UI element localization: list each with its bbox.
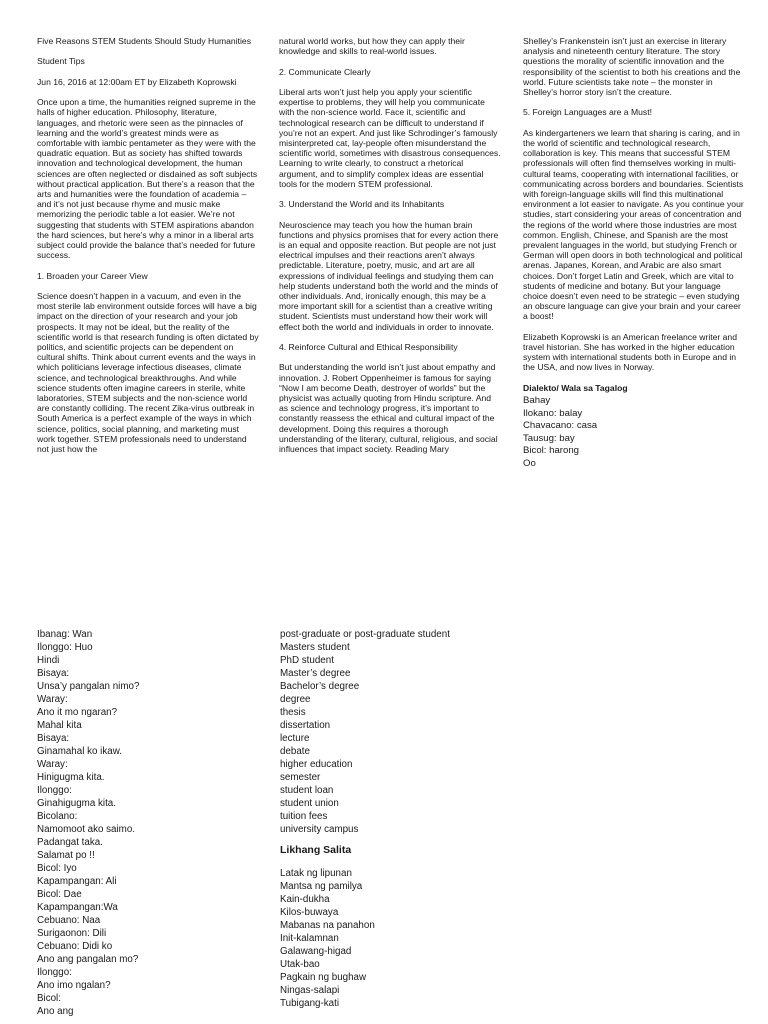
phrase-line: Bicolano: — [37, 811, 78, 822]
article-title: Five Reasons STEM Students Should Study Humanities — [37, 36, 251, 46]
phrase-line: Padangat taka. — [37, 837, 103, 848]
likhang-salita-line: Init-kalamnan — [280, 933, 339, 944]
vocabulary-column — [280, 628, 510, 1010]
term-line: semester — [280, 772, 321, 783]
dialect-list — [523, 395, 745, 471]
phrase-line: Unsa’y pangalan nimo? — [37, 681, 140, 692]
term-line: thesis — [280, 707, 306, 718]
term-line: post-graduate or post-graduate student — [280, 629, 450, 640]
phrase-line: Bicol: — [37, 993, 61, 1004]
term-line: tuition fees — [280, 811, 328, 822]
likhang-salita-line: Mabanas na panahon — [280, 920, 375, 931]
term-line: debate — [280, 746, 310, 757]
phrase-line: Ginahigugma kita. — [37, 798, 116, 809]
dialect-line: Oo — [523, 458, 536, 470]
term-line: higher education — [280, 759, 353, 770]
article-column-1 — [37, 36, 259, 464]
phrase-line: Ilonggo: Huo — [37, 642, 93, 653]
phrase-line: Surigaonon: Dili — [37, 928, 107, 939]
section-1-heading: 1. Broaden your Career View — [37, 270, 148, 281]
term-line: Masters student — [280, 642, 350, 653]
phrase-line: Waray: — [37, 759, 68, 770]
likhang-salita-line: Kilos-buwaya — [280, 907, 339, 918]
phrase-line: Ibanag: Wan — [37, 629, 93, 640]
phrase-line: Mahal kita — [37, 720, 82, 731]
column-3-continuation: Shelley’s Frankenstein isn’t just an exercise in literary analysis and nineteenth century literature. The story questions the morality of scientific innovation and the responsibility of the scientist to both his creations and the world. Future scientists take note – the monster in Shelley’s horror story isn’t the creature. — [523, 36, 741, 98]
section-4-heading: 4. Reinforce Cultural and Ethical Responsibility — [279, 342, 458, 353]
column-2-continuation: natural world works, but how they can apply their knowledge and skills to real-world issues. — [279, 36, 465, 57]
dialect-line: Chavacano: casa — [523, 420, 598, 432]
article-category: Student Tips — [37, 56, 85, 67]
likhang-salita-line: Galawang-higad — [280, 946, 352, 957]
phrase-line: Kapampangan:Wa — [37, 902, 118, 913]
likhang-salita-line: Latak ng lipunan — [280, 868, 352, 879]
likhang-salita-line: Utak-bao — [280, 959, 320, 970]
term-line: student union — [280, 798, 339, 809]
term-line: PhD student — [280, 655, 334, 666]
term-line: Bachelor’s degree — [280, 681, 360, 692]
section-1-text: Science doesn’t happen in a vacuum, and even in the most sterile lab environment outside forces will have a big impact on the direction of your research and your job prospects. It may not be ideal, but the reality of the scientific world is that research funding is often dictated by politics, and scientific projects can be dependent on cultural shifts. Think about current events and the ways in which politicians leverage infectious diseases, climate science, and technological breakthroughs. And while science students often imagine careers in sterile, white laboratories, STEM subjects and the non-science world are constantly colliding. The recent Zika-virus outbreak in South America is a perfect example of the ways in which science, politics, social planning, and marketing must work together. STEM professionals need to understand not just how the — [37, 291, 259, 455]
phrase-line: Namomoot ako saimo. — [37, 824, 136, 835]
phrase-line: Ano ang pangalan mo? — [37, 954, 139, 965]
section-2-heading: 2. Communicate Clearly — [279, 66, 371, 77]
phrase-line: Salamat po !! — [37, 850, 95, 861]
phrase-line: Ano ang — [37, 1006, 74, 1017]
term-line: university campus — [280, 824, 359, 835]
likhang-salita-line: Mantsa ng pamilya — [280, 881, 363, 892]
phrase-line: Hinigugma kita. — [37, 772, 105, 783]
phrase-line: Kapampangan: Ali — [37, 876, 117, 887]
article-column-3 — [523, 36, 745, 471]
section-3-text: Neuroscience may teach you how the human brain functions and physics promises that for every action there is an equal and opposite reaction. But people are not just electrical impulses and their reactions aren’t always predictable. Literature, poetry, music, and art are all expressions of individual feelings and studying them can help students understand both the world and the minds of other individuals. And, ironically enough, this may be a more important skill for a scientist than a creative writing student. Scientists must understand how their work will effect both the world and individuals in order to innovate. — [279, 219, 499, 332]
article-byline: Jun 16, 2016 at 12:00am ET by Elizabeth Koprowski — [37, 76, 237, 87]
dialect-line: Bahay — [523, 395, 551, 407]
likhang-salita-line: Kain-dukha — [280, 894, 330, 905]
term-line: Master’s degree — [280, 668, 351, 679]
term-line: student loan — [280, 785, 334, 796]
section-2-text: Liberal arts won’t just help you apply your scientific expertise to problems, they will help you communicate with the non-science world. Face it, scientific and technological research can be difficult to understand if you’re not an expert. And just like Schrodinger’s famously misinterpreted cat, lay-people often misunderstand the scientific world, sometimes with disastrous consequences. Learning to write clearly, to construct a rhetorical argument, and to simplify complex ideas are essential tools for the modern STEM professional. — [279, 86, 501, 189]
term-line: dissertation — [280, 720, 331, 731]
phrase-line: Ilonggo: — [37, 967, 72, 978]
phrase-line: Ano imo ngalan? — [37, 980, 111, 991]
article-intro: Once upon a time, the humanities reigned supreme in the halls of higher education. Philosophy, literature, languages, and rhetoric were seen as the pinnacles of learning and the world’s greatest minds were as comfortable with iambic pentameter as they were with the quadratic equation. But as society has shifted towards innovation and technological development, the human sciences are often neglected or disdained as soft subjects without practical application. But there’s a reason that the arts and humanities were the foundation of academia – and it’s not just because rhyme and music make memorizing the periodic table a lot easier. We’re not suggesting that students with STEM aspirations abandon the hard sciences, but here’s why a minor in a liberal arts subject could provide the balance that’s needed for future success. — [37, 97, 258, 261]
likhang-salita-heading: Likhang Salita — [280, 844, 352, 856]
dialect-phrases-column — [37, 628, 267, 1018]
phrase-line: Cebuano: Naa — [37, 915, 101, 926]
phrase-line: Ilonggo: — [37, 785, 72, 796]
term-line: lecture — [280, 733, 310, 744]
term-line: degree — [280, 694, 311, 705]
phrase-line: Waray: — [37, 694, 68, 705]
phrase-line: Ginamahal ko ikaw. — [37, 746, 122, 757]
phrase-line: Hindi — [37, 655, 60, 666]
section-5-heading: 5. Foreign Languages are a Must! — [523, 107, 652, 118]
phrase-line: Ano it mo ngaran? — [37, 707, 118, 718]
section-5-text: As kindergarteners we learn that sharing is caring, and in the world of scientific and technological research, collaboration is key. This means that successful STEM professionals will often find themselves working in multi-cultural teams, cooperating with international facilities, or communicating across borders and boundaries. Scientists with foreign-language skills will find this multinational environment a lot easier to navigate. As you continue your studies, start considering your areas of concentration and the regions of the world where those industries are most common. English, Chinese, and Spanish are the most prevalent languages in the world, but studying French or German will open doors in both technological and political arenas. Japanes, Korean, and Arabic are also smart choices. Don’t forget Latin and Greek, which are vital to students of medicine and botany. But your language choice doesn’t even need to be strategic – even studying an obscure language can give your brain and your career a boost! — [523, 127, 744, 322]
section-3-heading: 3. Understand the World and its Inhabitants — [279, 199, 445, 210]
phrase-line: Cebuano: Didi ko — [37, 941, 113, 952]
section-4-text: But understanding the world isn’t just about empathy and innovation. J. Robert Oppenheimer is famous for saying “Now I am become Death, destroyer of worlds” but the physicist was actually quoting from Hindu scripture. And as science and technology progress, it’s important to constantly reassess the ethical and cultural impact of the development. Doing this requires a thorough understanding of the literary, cultural, religious, and social influences that impact society. Reading Mary — [279, 362, 498, 455]
likhang-salita-line: Tubigang-kati — [280, 998, 339, 1009]
likhang-salita-line: Ningas-salapi — [280, 985, 340, 996]
likhang-salita-line: Pagkain ng bughaw — [280, 972, 367, 983]
phrase-line: Bicol: Iyo — [37, 863, 77, 874]
phrase-line: Bisaya: — [37, 668, 70, 679]
dialect-heading: Dialekto/ Wala sa Tagalog — [523, 382, 628, 393]
phrase-line: Bisaya: — [37, 733, 70, 744]
document-page-bottom — [0, 628, 768, 1024]
dialect-line: Ilokano: balay — [523, 407, 583, 419]
article-column-2 — [279, 36, 501, 464]
dialect-line: Bicol: harong — [523, 445, 579, 457]
dialect-line: Tausug: bay — [523, 432, 575, 444]
author-bio: Elizabeth Koprowski is an American freelance writer and travel historian. She has worked in the higher education system with international students both in Europe and in the USA, and now lives in Norway. — [523, 331, 737, 373]
phrase-line: Bicol: Dae — [37, 889, 82, 900]
